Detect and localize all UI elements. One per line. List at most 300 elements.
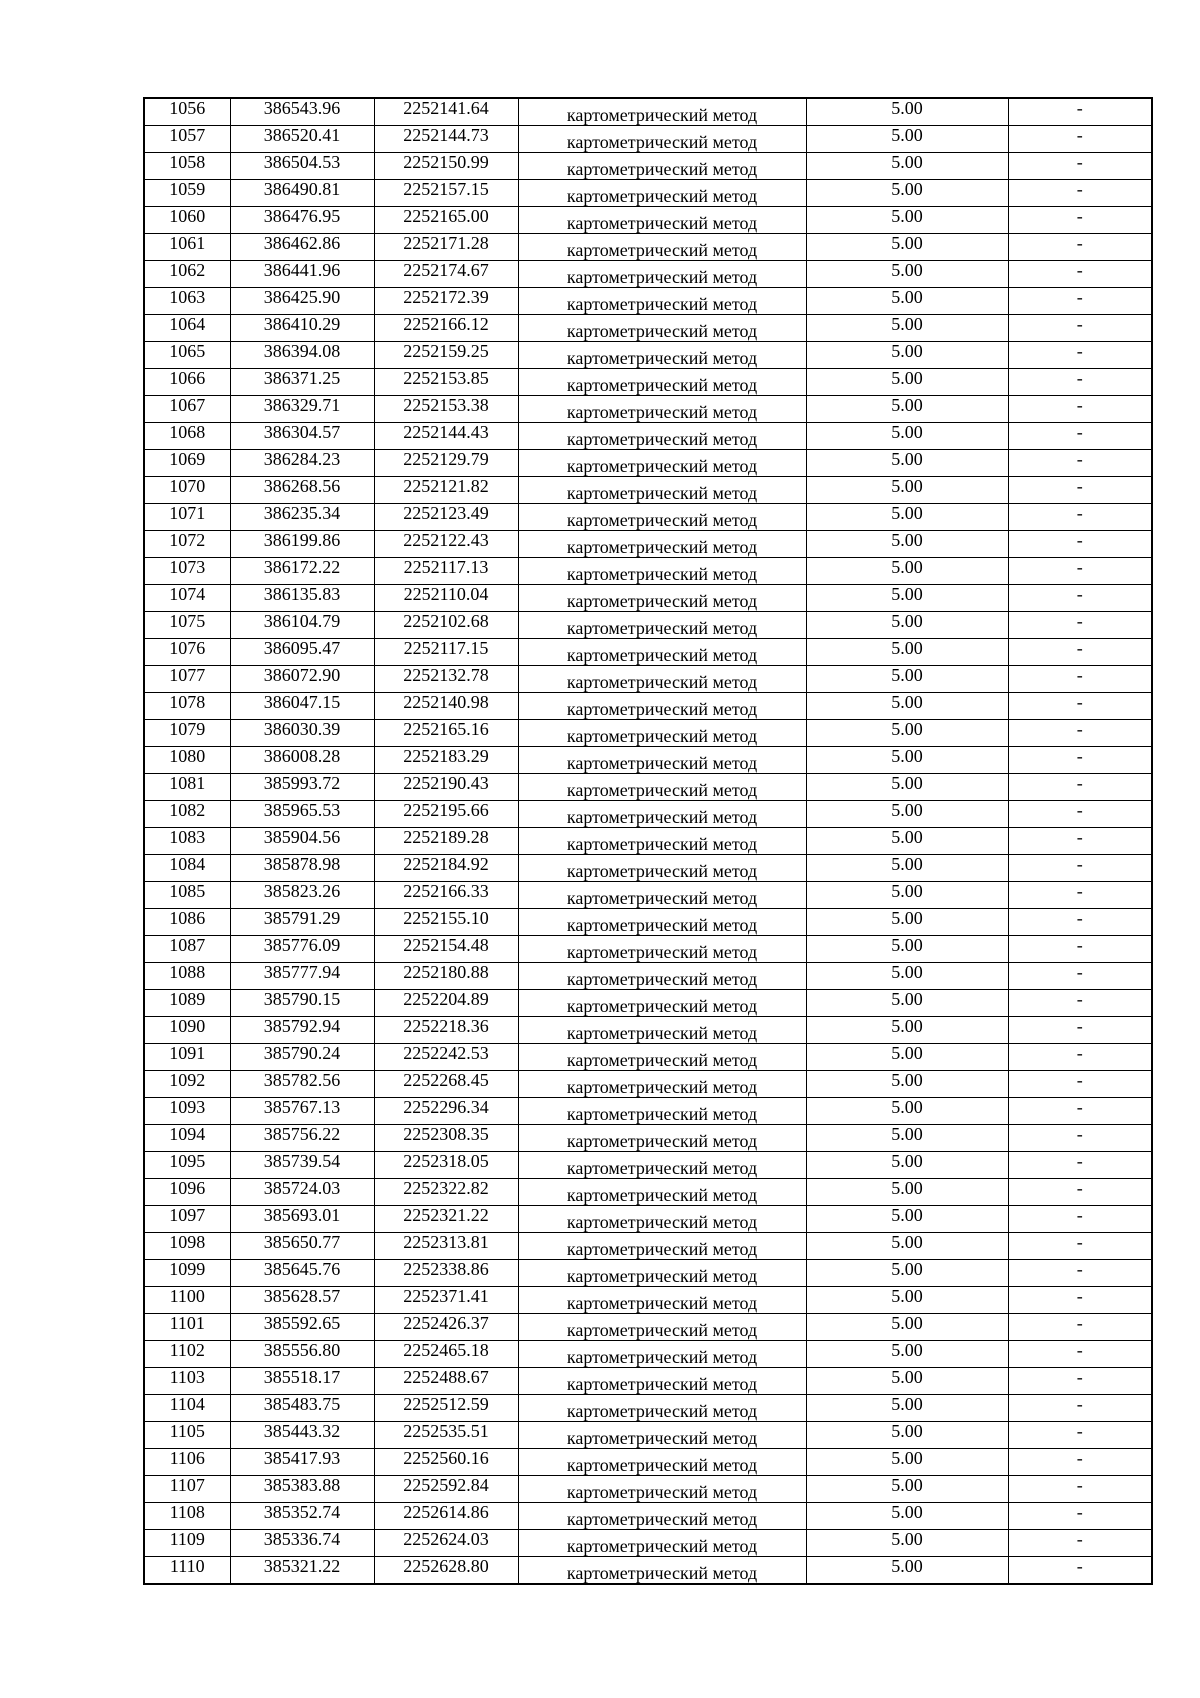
y-coordinate-cell: 2252322.82 [374, 1179, 518, 1206]
table-row [144, 990, 1152, 1017]
y-coordinate-cell: 2252268.45 [374, 1071, 518, 1098]
accuracy-cell: 5.00 [806, 1152, 1008, 1179]
accuracy-cell: 5.00 [806, 936, 1008, 963]
accuracy-cell: 5.00 [806, 639, 1008, 666]
x-coordinate-cell: 386304.57 [230, 423, 374, 450]
note-cell: - [1008, 882, 1152, 909]
note-cell: - [1008, 747, 1152, 774]
x-coordinate-cell: 386030.39 [230, 720, 374, 747]
point-number-cell: 1080 [144, 747, 230, 774]
note-cell: - [1008, 1125, 1152, 1152]
y-coordinate-cell: 2252132.78 [374, 666, 518, 693]
point-number-cell: 1106 [144, 1449, 230, 1476]
method-cell: картометрический метод [518, 1341, 806, 1368]
accuracy-cell: 5.00 [806, 1422, 1008, 1449]
note-cell: - [1008, 504, 1152, 531]
table-row [144, 1530, 1152, 1557]
accuracy-cell: 5.00 [806, 1071, 1008, 1098]
accuracy-cell: 5.00 [806, 774, 1008, 801]
note-cell: - [1008, 369, 1152, 396]
table-row [144, 1476, 1152, 1503]
y-coordinate-cell: 2252614.86 [374, 1503, 518, 1530]
note-cell: - [1008, 612, 1152, 639]
table-row [144, 855, 1152, 882]
note-cell: - [1008, 828, 1152, 855]
method-cell: картометрический метод [518, 1233, 806, 1260]
x-coordinate-cell: 386172.22 [230, 558, 374, 585]
table-row [144, 666, 1152, 693]
note-cell: - [1008, 639, 1152, 666]
x-coordinate-cell: 386462.86 [230, 234, 374, 261]
point-number-cell: 1105 [144, 1422, 230, 1449]
point-number-cell: 1069 [144, 450, 230, 477]
accuracy-cell: 5.00 [806, 1530, 1008, 1557]
method-cell: картометрический метод [518, 477, 806, 504]
point-number-cell: 1107 [144, 1476, 230, 1503]
y-coordinate-cell: 2252157.15 [374, 180, 518, 207]
note-cell: - [1008, 153, 1152, 180]
accuracy-cell: 5.00 [806, 1233, 1008, 1260]
y-coordinate-cell: 2252165.00 [374, 207, 518, 234]
y-coordinate-cell: 2252535.51 [374, 1422, 518, 1449]
y-coordinate-cell: 2252512.59 [374, 1395, 518, 1422]
note-cell: - [1008, 693, 1152, 720]
method-cell: картометрический метод [518, 288, 806, 315]
table-row [144, 1044, 1152, 1071]
x-coordinate-cell: 385645.76 [230, 1260, 374, 1287]
x-coordinate-cell: 385336.74 [230, 1530, 374, 1557]
x-coordinate-cell: 385321.22 [230, 1557, 374, 1585]
y-coordinate-cell: 2252321.22 [374, 1206, 518, 1233]
table-row [144, 342, 1152, 369]
x-coordinate-cell: 385443.32 [230, 1422, 374, 1449]
method-cell: картометрический метод [518, 1071, 806, 1098]
method-cell: картометрический метод [518, 207, 806, 234]
y-coordinate-cell: 2252140.98 [374, 693, 518, 720]
note-cell: - [1008, 963, 1152, 990]
method-cell: картометрический метод [518, 1557, 806, 1585]
y-coordinate-cell: 2252159.25 [374, 342, 518, 369]
point-number-cell: 1100 [144, 1287, 230, 1314]
accuracy-cell: 5.00 [806, 98, 1008, 126]
note-cell: - [1008, 477, 1152, 504]
point-number-cell: 1088 [144, 963, 230, 990]
accuracy-cell: 5.00 [806, 1017, 1008, 1044]
note-cell: - [1008, 1503, 1152, 1530]
accuracy-cell: 5.00 [806, 1125, 1008, 1152]
note-cell: - [1008, 585, 1152, 612]
point-number-cell: 1103 [144, 1368, 230, 1395]
accuracy-cell: 5.00 [806, 963, 1008, 990]
y-coordinate-cell: 2252592.84 [374, 1476, 518, 1503]
y-coordinate-cell: 2252166.33 [374, 882, 518, 909]
point-number-cell: 1094 [144, 1125, 230, 1152]
table-row [144, 315, 1152, 342]
note-cell: - [1008, 1314, 1152, 1341]
table-row [144, 504, 1152, 531]
x-coordinate-cell: 386520.41 [230, 126, 374, 153]
table-row [144, 1287, 1152, 1314]
accuracy-cell: 5.00 [806, 531, 1008, 558]
point-number-cell: 1071 [144, 504, 230, 531]
accuracy-cell: 5.00 [806, 801, 1008, 828]
x-coordinate-cell: 385878.98 [230, 855, 374, 882]
method-cell: картометрический метод [518, 936, 806, 963]
method-cell: картометрический метод [518, 180, 806, 207]
note-cell: - [1008, 450, 1152, 477]
table-row [144, 207, 1152, 234]
x-coordinate-cell: 385556.80 [230, 1341, 374, 1368]
point-number-cell: 1109 [144, 1530, 230, 1557]
x-coordinate-cell: 385790.24 [230, 1044, 374, 1071]
point-number-cell: 1095 [144, 1152, 230, 1179]
method-cell: картометрический метод [518, 261, 806, 288]
note-cell: - [1008, 1071, 1152, 1098]
y-coordinate-cell: 2252218.36 [374, 1017, 518, 1044]
table-row [144, 234, 1152, 261]
accuracy-cell: 5.00 [806, 1179, 1008, 1206]
method-cell: картометрический метод [518, 639, 806, 666]
point-number-cell: 1073 [144, 558, 230, 585]
table-row [144, 423, 1152, 450]
method-cell: картометрический метод [518, 990, 806, 1017]
table-row [144, 396, 1152, 423]
table-row [144, 98, 1152, 126]
y-coordinate-cell: 2252153.38 [374, 396, 518, 423]
note-cell: - [1008, 180, 1152, 207]
accuracy-cell: 5.00 [806, 396, 1008, 423]
y-coordinate-cell: 2252184.92 [374, 855, 518, 882]
point-number-cell: 1065 [144, 342, 230, 369]
y-coordinate-cell: 2252123.49 [374, 504, 518, 531]
x-coordinate-cell: 386476.95 [230, 207, 374, 234]
x-coordinate-cell: 386394.08 [230, 342, 374, 369]
note-cell: - [1008, 98, 1152, 126]
point-number-cell: 1074 [144, 585, 230, 612]
point-number-cell: 1087 [144, 936, 230, 963]
accuracy-cell: 5.00 [806, 1098, 1008, 1125]
accuracy-cell: 5.00 [806, 1341, 1008, 1368]
method-cell: картометрический метод [518, 855, 806, 882]
note-cell: - [1008, 396, 1152, 423]
table-row [144, 531, 1152, 558]
x-coordinate-cell: 386284.23 [230, 450, 374, 477]
accuracy-cell: 5.00 [806, 369, 1008, 396]
method-cell: картометрический метод [518, 801, 806, 828]
x-coordinate-cell: 385724.03 [230, 1179, 374, 1206]
x-coordinate-cell: 386047.15 [230, 693, 374, 720]
note-cell: - [1008, 1179, 1152, 1206]
y-coordinate-cell: 2252308.35 [374, 1125, 518, 1152]
table-row [144, 720, 1152, 747]
y-coordinate-cell: 2252624.03 [374, 1530, 518, 1557]
point-number-cell: 1061 [144, 234, 230, 261]
note-cell: - [1008, 1098, 1152, 1125]
x-coordinate-cell: 385693.01 [230, 1206, 374, 1233]
note-cell: - [1008, 315, 1152, 342]
table-row [144, 1017, 1152, 1044]
accuracy-cell: 5.00 [806, 1260, 1008, 1287]
accuracy-cell: 5.00 [806, 504, 1008, 531]
note-cell: - [1008, 720, 1152, 747]
x-coordinate-cell: 385904.56 [230, 828, 374, 855]
y-coordinate-cell: 2252189.28 [374, 828, 518, 855]
accuracy-cell: 5.00 [806, 423, 1008, 450]
y-coordinate-cell: 2252560.16 [374, 1449, 518, 1476]
method-cell: картометрический метод [518, 747, 806, 774]
y-coordinate-cell: 2252165.16 [374, 720, 518, 747]
note-cell: - [1008, 126, 1152, 153]
x-coordinate-cell: 385777.94 [230, 963, 374, 990]
y-coordinate-cell: 2252204.89 [374, 990, 518, 1017]
point-number-cell: 1092 [144, 1071, 230, 1098]
y-coordinate-cell: 2252155.10 [374, 909, 518, 936]
method-cell: картометрический метод [518, 1422, 806, 1449]
coordinates-table [143, 97, 1153, 1585]
table-row [144, 963, 1152, 990]
x-coordinate-cell: 386268.56 [230, 477, 374, 504]
note-cell: - [1008, 990, 1152, 1017]
table-row [144, 450, 1152, 477]
x-coordinate-cell: 385352.74 [230, 1503, 374, 1530]
point-number-cell: 1091 [144, 1044, 230, 1071]
point-number-cell: 1093 [144, 1098, 230, 1125]
x-coordinate-cell: 386329.71 [230, 396, 374, 423]
x-coordinate-cell: 386135.83 [230, 585, 374, 612]
accuracy-cell: 5.00 [806, 1368, 1008, 1395]
note-cell: - [1008, 531, 1152, 558]
table-row [144, 1071, 1152, 1098]
note-cell: - [1008, 1449, 1152, 1476]
table-row [144, 639, 1152, 666]
x-coordinate-cell: 385792.94 [230, 1017, 374, 1044]
y-coordinate-cell: 2252153.85 [374, 369, 518, 396]
accuracy-cell: 5.00 [806, 558, 1008, 585]
point-number-cell: 1056 [144, 98, 230, 126]
accuracy-cell: 5.00 [806, 207, 1008, 234]
accuracy-cell: 5.00 [806, 126, 1008, 153]
method-cell: картометрический метод [518, 558, 806, 585]
accuracy-cell: 5.00 [806, 855, 1008, 882]
method-cell: картометрический метод [518, 1503, 806, 1530]
method-cell: картометрический метод [518, 1017, 806, 1044]
x-coordinate-cell: 386425.90 [230, 288, 374, 315]
note-cell: - [1008, 936, 1152, 963]
accuracy-cell: 5.00 [806, 1449, 1008, 1476]
y-coordinate-cell: 2252174.67 [374, 261, 518, 288]
y-coordinate-cell: 2252154.48 [374, 936, 518, 963]
note-cell: - [1008, 423, 1152, 450]
method-cell: картометрический метод [518, 1476, 806, 1503]
table-row [144, 477, 1152, 504]
method-cell: картометрический метод [518, 126, 806, 153]
accuracy-cell: 5.00 [806, 261, 1008, 288]
table-row [144, 801, 1152, 828]
method-cell: картометрический метод [518, 315, 806, 342]
point-number-cell: 1064 [144, 315, 230, 342]
table-row [144, 1152, 1152, 1179]
note-cell: - [1008, 261, 1152, 288]
table-row [144, 909, 1152, 936]
accuracy-cell: 5.00 [806, 585, 1008, 612]
method-cell: картометрический метод [518, 585, 806, 612]
note-cell: - [1008, 1287, 1152, 1314]
coordinates-table-body [144, 98, 1152, 1584]
y-coordinate-cell: 2252338.86 [374, 1260, 518, 1287]
y-coordinate-cell: 2252183.29 [374, 747, 518, 774]
y-coordinate-cell: 2252150.99 [374, 153, 518, 180]
x-coordinate-cell: 385592.65 [230, 1314, 374, 1341]
method-cell: картометрический метод [518, 423, 806, 450]
table-row [144, 180, 1152, 207]
y-coordinate-cell: 2252296.34 [374, 1098, 518, 1125]
y-coordinate-cell: 2252122.43 [374, 531, 518, 558]
y-coordinate-cell: 2252180.88 [374, 963, 518, 990]
y-coordinate-cell: 2252628.80 [374, 1557, 518, 1585]
y-coordinate-cell: 2252190.43 [374, 774, 518, 801]
table-row [144, 261, 1152, 288]
point-number-cell: 1077 [144, 666, 230, 693]
accuracy-cell: 5.00 [806, 477, 1008, 504]
table-row [144, 1422, 1152, 1449]
x-coordinate-cell: 385782.56 [230, 1071, 374, 1098]
method-cell: картометрический метод [518, 396, 806, 423]
note-cell: - [1008, 801, 1152, 828]
note-cell: - [1008, 774, 1152, 801]
method-cell: картометрический метод [518, 1152, 806, 1179]
y-coordinate-cell: 2252129.79 [374, 450, 518, 477]
point-number-cell: 1078 [144, 693, 230, 720]
note-cell: - [1008, 1017, 1152, 1044]
table-row [144, 1206, 1152, 1233]
accuracy-cell: 5.00 [806, 990, 1008, 1017]
point-number-cell: 1062 [144, 261, 230, 288]
y-coordinate-cell: 2252102.68 [374, 612, 518, 639]
method-cell: картометрический метод [518, 774, 806, 801]
point-number-cell: 1110 [144, 1557, 230, 1585]
method-cell: картометрический метод [518, 342, 806, 369]
point-number-cell: 1084 [144, 855, 230, 882]
x-coordinate-cell: 386504.53 [230, 153, 374, 180]
method-cell: картометрический метод [518, 1125, 806, 1152]
method-cell: картометрический метод [518, 963, 806, 990]
point-number-cell: 1063 [144, 288, 230, 315]
x-coordinate-cell: 385791.29 [230, 909, 374, 936]
table-row [144, 1341, 1152, 1368]
accuracy-cell: 5.00 [806, 1044, 1008, 1071]
y-coordinate-cell: 2252166.12 [374, 315, 518, 342]
point-number-cell: 1098 [144, 1233, 230, 1260]
table-row [144, 288, 1152, 315]
note-cell: - [1008, 1260, 1152, 1287]
point-number-cell: 1101 [144, 1314, 230, 1341]
y-coordinate-cell: 2252318.05 [374, 1152, 518, 1179]
x-coordinate-cell: 385739.54 [230, 1152, 374, 1179]
x-coordinate-cell: 386543.96 [230, 98, 374, 126]
note-cell: - [1008, 558, 1152, 585]
y-coordinate-cell: 2252171.28 [374, 234, 518, 261]
point-number-cell: 1068 [144, 423, 230, 450]
method-cell: картометрический метод [518, 531, 806, 558]
point-number-cell: 1066 [144, 369, 230, 396]
accuracy-cell: 5.00 [806, 1557, 1008, 1585]
note-cell: - [1008, 1368, 1152, 1395]
point-number-cell: 1085 [144, 882, 230, 909]
method-cell: картометрический метод [518, 369, 806, 396]
point-number-cell: 1059 [144, 180, 230, 207]
y-coordinate-cell: 2252465.18 [374, 1341, 518, 1368]
table-row [144, 1557, 1152, 1585]
point-number-cell: 1097 [144, 1206, 230, 1233]
x-coordinate-cell: 385650.77 [230, 1233, 374, 1260]
point-number-cell: 1090 [144, 1017, 230, 1044]
point-number-cell: 1102 [144, 1341, 230, 1368]
accuracy-cell: 5.00 [806, 1287, 1008, 1314]
x-coordinate-cell: 385628.57 [230, 1287, 374, 1314]
note-cell: - [1008, 666, 1152, 693]
accuracy-cell: 5.00 [806, 1476, 1008, 1503]
note-cell: - [1008, 288, 1152, 315]
note-cell: - [1008, 1044, 1152, 1071]
method-cell: картометрический метод [518, 153, 806, 180]
y-coordinate-cell: 2252144.43 [374, 423, 518, 450]
x-coordinate-cell: 385767.13 [230, 1098, 374, 1125]
point-number-cell: 1076 [144, 639, 230, 666]
y-coordinate-cell: 2252313.81 [374, 1233, 518, 1260]
accuracy-cell: 5.00 [806, 1395, 1008, 1422]
method-cell: картометрический метод [518, 1395, 806, 1422]
point-number-cell: 1058 [144, 153, 230, 180]
x-coordinate-cell: 385790.15 [230, 990, 374, 1017]
x-coordinate-cell: 386199.86 [230, 531, 374, 558]
method-cell: картометрический метод [518, 1179, 806, 1206]
accuracy-cell: 5.00 [806, 747, 1008, 774]
x-coordinate-cell: 385756.22 [230, 1125, 374, 1152]
table-row [144, 1125, 1152, 1152]
point-number-cell: 1070 [144, 477, 230, 504]
y-coordinate-cell: 2252141.64 [374, 98, 518, 126]
x-coordinate-cell: 385518.17 [230, 1368, 374, 1395]
note-cell: - [1008, 1530, 1152, 1557]
method-cell: картометрический метод [518, 909, 806, 936]
x-coordinate-cell: 386410.29 [230, 315, 374, 342]
accuracy-cell: 5.00 [806, 612, 1008, 639]
accuracy-cell: 5.00 [806, 153, 1008, 180]
method-cell: картометрический метод [518, 1260, 806, 1287]
accuracy-cell: 5.00 [806, 342, 1008, 369]
table-row [144, 1314, 1152, 1341]
accuracy-cell: 5.00 [806, 1314, 1008, 1341]
accuracy-cell: 5.00 [806, 882, 1008, 909]
y-coordinate-cell: 2252488.67 [374, 1368, 518, 1395]
method-cell: картометрический метод [518, 1287, 806, 1314]
x-coordinate-cell: 386008.28 [230, 747, 374, 774]
x-coordinate-cell: 386441.96 [230, 261, 374, 288]
y-coordinate-cell: 2252121.82 [374, 477, 518, 504]
table-row [144, 882, 1152, 909]
y-coordinate-cell: 2252426.37 [374, 1314, 518, 1341]
accuracy-cell: 5.00 [806, 1206, 1008, 1233]
method-cell: картометрический метод [518, 720, 806, 747]
table-row [144, 1395, 1152, 1422]
method-cell: картометрический метод [518, 666, 806, 693]
note-cell: - [1008, 1395, 1152, 1422]
point-number-cell: 1099 [144, 1260, 230, 1287]
method-cell: картометрический метод [518, 450, 806, 477]
y-coordinate-cell: 2252242.53 [374, 1044, 518, 1071]
x-coordinate-cell: 385483.75 [230, 1395, 374, 1422]
method-cell: картометрический метод [518, 98, 806, 126]
